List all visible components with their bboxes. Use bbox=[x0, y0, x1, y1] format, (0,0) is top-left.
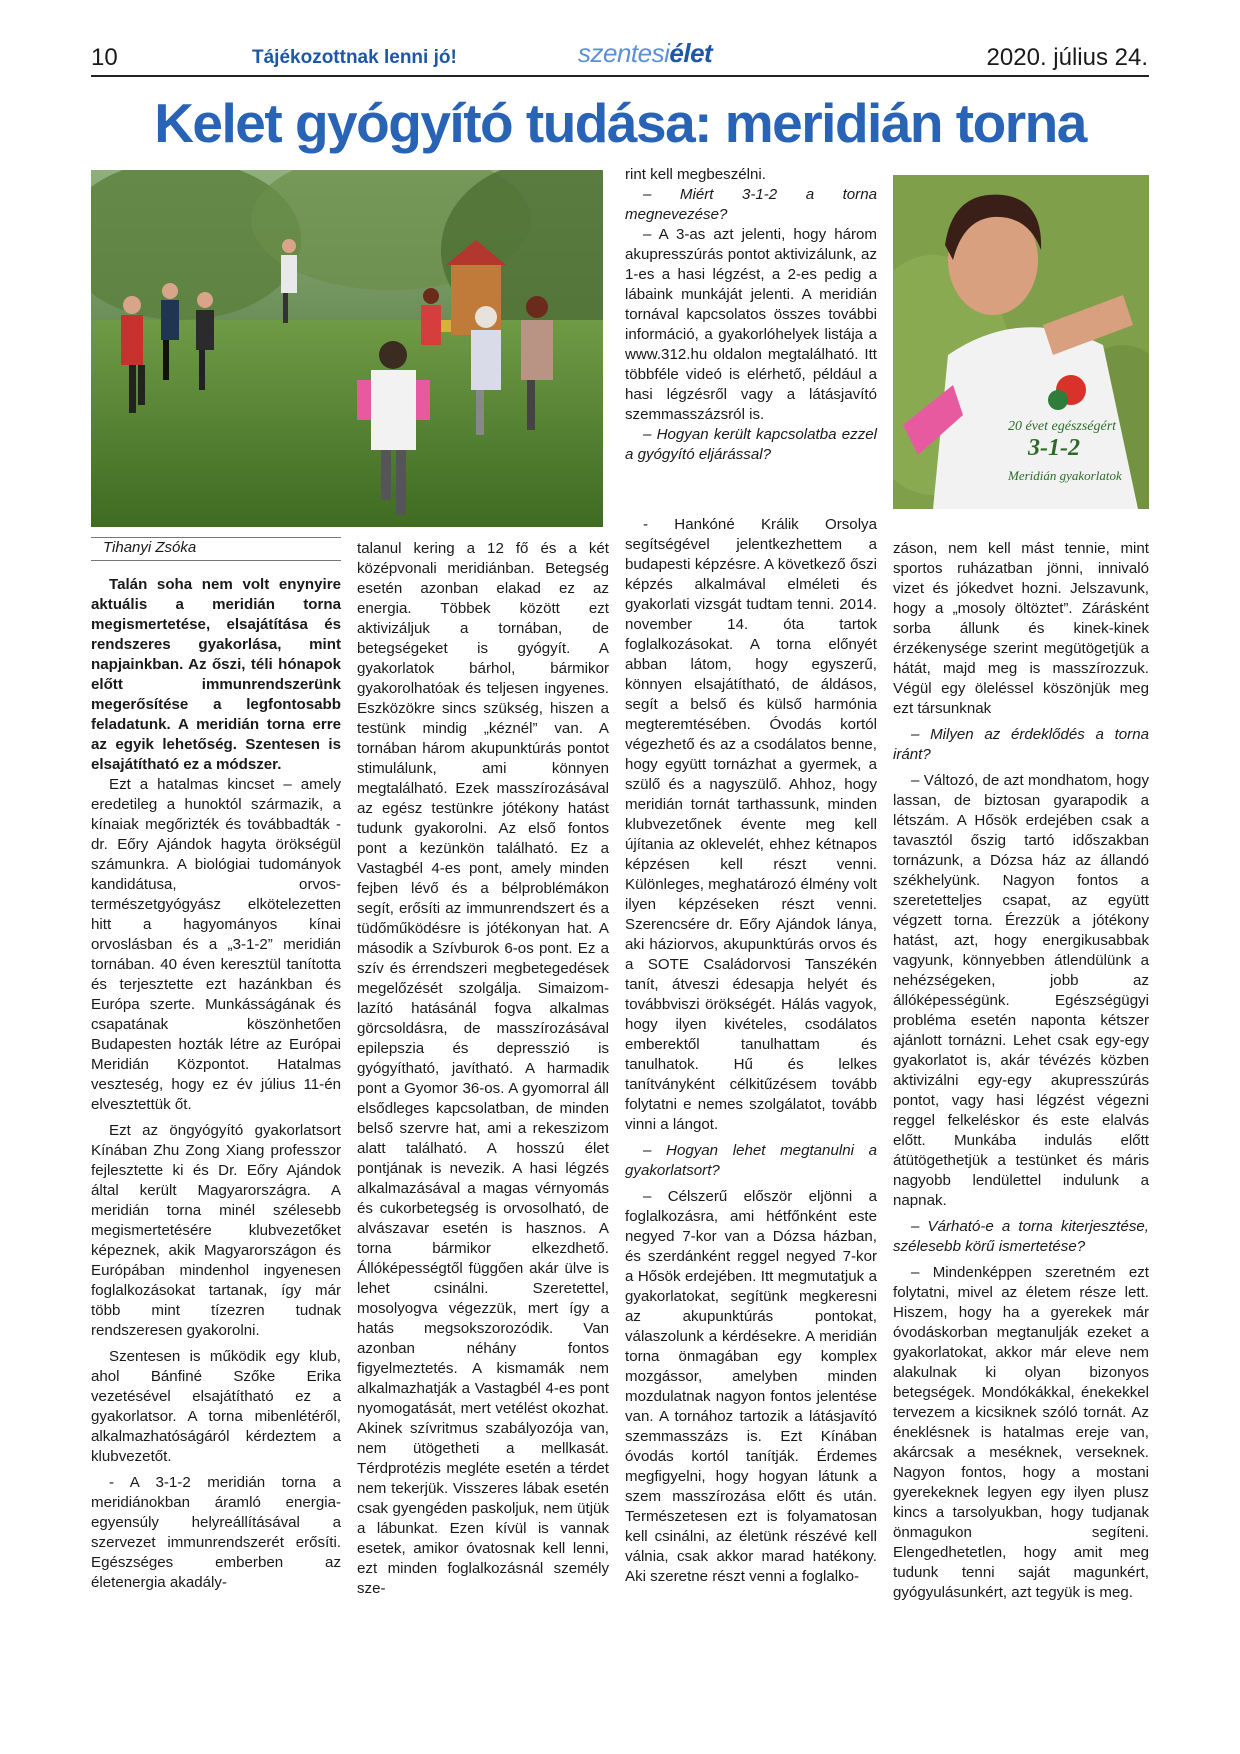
paragraph: - A 3-1-2 meridián torna a meridiánokban áramló energia-egyensúly helyreállításával a szervezet immunrendszerét erősíti. Egészséges emberben az életenergia akadály- bbox=[91, 1474, 341, 1591]
author-rule bbox=[91, 537, 341, 538]
question: – Hogyan került kapcsolatba ezzel a gyógyító eljárással? bbox=[625, 426, 877, 463]
group-exercise-photo bbox=[91, 170, 603, 527]
paragraph: rint kell megbeszélni. bbox=[625, 166, 766, 183]
shirt-text-2: 3-1-2 bbox=[1028, 435, 1080, 461]
question: – Milyen az érdeklődés a torna iránt? bbox=[893, 726, 1149, 763]
paragraph: Ezt a hatalmas kincset – amely eredetileg a hunoktól származik, a kínaiak megőrizték és továbbadták - dr. Eőry Ajándok hagyta örökségül számunkra. A biológiai tudományok kandidátusa, orvos-természetgyógyász elkötelezetten hitt a hagyományos kínai orvoslásban és a „3-1-2” meridián tornában. 40 éven keresztül tanította és terjesztette ezt hazánkban és Európa szerte. Munkásságának és csapatának köszönhetően Budapesten hozták létre az Európai Meridián Központot. Hatalmas veszteség, hogy ez év július 11-én elvesztettük őt. bbox=[91, 776, 341, 1113]
issue-date: 2020. július 24. bbox=[986, 44, 1148, 71]
article-title: Kelet gyógyító tudása: meridián torna bbox=[154, 92, 1086, 154]
question: – Miért 3-1-2 a torna megnevezése? bbox=[625, 186, 877, 223]
shirt-text-3: Meridián gyakorlatok bbox=[1008, 468, 1122, 483]
paragraph: Szentesen is működik egy klub, ahol Bánfiné Szőke Erika vezetésével elsajátítható ez a gyakorlatsor. A torna mibenlétéről, alkalmazhatóságáról kérdeztem a klubvezetőt. bbox=[91, 1348, 341, 1465]
column-4 bbox=[893, 539, 1149, 1603]
paragraph: záson, nem kell mást tennie, mint sportos ruházatban jönni, innivaló vizet és jókedvet hozni. Jelszavunk, hogy a „mosoly öltöztet”. Zárásként sorba állunk és kinek-kinek érzékenysége szerint megütögetjük a hátát, majd meg is masszírozzuk. Végül egy öleléssel köszönjük meg ezt társunknak bbox=[893, 540, 1149, 717]
newspaper-logo bbox=[578, 38, 712, 69]
author-name: Tihanyi Zsóka bbox=[103, 539, 197, 556]
column-2 bbox=[357, 539, 609, 1599]
header-slogan: Tájékozottnak lenni jó! bbox=[252, 47, 457, 68]
article-lead: Talán soha nem volt enynyire aktuális a meridián torna megismertetése, elsajátítása és rendszeres gyakorlása, mint napjainkban. Az őszi, téli hónapok előtt immunrendszerünk megerősítése a legfontosabb feladatunk. A meridián torna erre az egyik lehetőség. Szentesen is elsajátítható ez a módszer. bbox=[91, 576, 341, 773]
paragraph: talanul kering a 12 fő és a két középvonali meridiánban. Betegség esetén azonban elakad ez az energia. Többek között ezt aktivizáljuk a tornában, de betegségeket is gyógyít. A gyakorlatok bárhol, bármikor gyakorolhatóak és teljesen ingyenes. Eszközökre sincs szükség, hiszen a testünk mindig „kéznél” van. A tornában három akupunktúrás pontot stimulálunk, ami könnyen megtalálható. Ezek masszírozásával az egész testünkre jótékony hatást tudunk gyakorolni. Az első fontos pont a kezünkön található. Ez a Vastagbél 4-es pont, amely minden fejben lévő és a bélproblémákon segít, erősíti az immunrendszert és a tüdőműködésre is jótékonyan hat. A második a Szívburok 6-os pont. Ez a szív és érrendszeri megbetegedések megelőzését szolgálja. Simaizom-lazító hatásánál fogva alkalmas görcsoldásra, de masszírozásával epilepszia és depresszió is gyógyítható, javítható. A harmadik pont a Gyomor 36-os. A gyomorral áll elsődleges kapcsolatban, de minden belső szervre hat, ami a rekeszizom alatt található. A hosszú élet pontjának is nevezik. A hasi légzés alkalmazásával a magas vérnyomás és cukorbetegség is orvosolható, de alvászavar esetén is hasznos. A torna bármikor elkezdhető. Állóképességtől függően akár ülve is lehet csinálni. Szeretettel, mosolyogva végezzük, mert így a hatás megsokszorozódik. Van azonban néhány fontos figyelmeztetés. A kismamák nem alkalmazhatják a Vastagbél 4-es pont nyomogatását, mert vetélést okozhat. Akinek szívritmus szabályozója van, nem ütögetheti a mellkasát. Térdprotézis megléte esetén a térdet nem tekerjük. Visszeres lábak esetén csak gyengéden paskoljuk, nem ütjük a lábunkat. Ezen kívül is vannak esetek, amikor óvatosnak kell lenni, ezt minden foglalkozásnál személy sze- bbox=[357, 540, 609, 1597]
author-rule-bottom bbox=[91, 560, 341, 561]
paragraph: - Hankóné Králik Orsolya segítségével jelentkezhettem a budapesti képzésre. A következő őszi képzés alkalmával elméleti és gyakorlati vizsgát tudtam tenni. 2014. november 14. óta tartok foglalkozásokat. A torna előnyét abban látom, hogy egyszerű, könnyen elsajátítható, de áldásos, segít a belső és külső harmónia megteremtésében. Óvodás kortól végezhető és az a csodálatos benne, hogy együtt tornázhat a gyermek, a szülő és a nagyszülő. Ahhoz, hogy meridián tornát tarthassunk, minden klubvezetőnek évente meg kell újítania az oklevelét, ehhez kétnapos képzésen kell részt venni. Különleges, meghatározó élmény volt ilyen képzéseken részt venni. Szerencsére dr. Eőry Ajándok lánya, aki háziorvos, akupunktúrás orvos és a SOTE Családorvosi Tanszékén tanít, átveszi édesapja helyét és továbbviszi örökségét. Hálás vagyok, hogy ilyen kivételes, csodálatos emberektől tanulhattam és tanulhatok. Hű és lelkes tanítványként célkitűzésem tovább folytatni e nemes szolgálatot, tovább vinni a lángot. bbox=[625, 516, 877, 1133]
column-1 bbox=[91, 575, 341, 1593]
question: – Hogyan lehet megtanulni a gyakorlatsort? bbox=[625, 1142, 877, 1179]
column-3-top bbox=[625, 165, 877, 465]
paragraph: – A 3-as azt jelenti, hogy három akupresszúrás pontot aktivizálunk, az 1-es a hasi légzést, a 2-es pedig a lábaink munkáját jelenti. A meridián tornával kapcsolatos összes további információ, a gyakorlóhelyek listája a www.312.hu oldalon megtalálható. Itt többféle videó is elérhető, például a hasi légzésről vagy a látásjavító szemmasszázsról is. bbox=[625, 226, 877, 423]
paragraph: – Mindenképpen szeretném ezt folytatni, mivel az életem része lett. Hiszem, hogy ha a gyerekek már óvodáskorban megtanulják ezeket a gyakorlatokat, akkor már eleve nem alakulnak ki olyan bizonyos betegségek. Mondókákkal, énekekkel tervezem a kicsiknek szóló tornát. Az éneklésnek is hatalmas ereje van, akárcsak a meséknek, verseknek. Nagyon fontos, hogy a mostani gyerekeknek legyen egy ilyen plusz kincs a tarsolyukban, hogy tudjanak önmagukon segíteni. Elengedhetetlen, hogy amit meg tudunk tenni saját magunkért, gyógyulásunkért, azt tegyük is meg. bbox=[893, 1264, 1149, 1601]
shirt-text-1: 20 évet egészségért bbox=[1008, 419, 1117, 434]
header-rule bbox=[91, 75, 1149, 77]
portrait-photo bbox=[893, 175, 1149, 509]
paragraph: – Célszerű először eljönni a foglalkozásra, ami hétfőnként este negyed 7-kor van a Dózsa házban, és szerdánként reggel negyed 7-kor a Hősök erdejében. Itt megmutatjuk a gyakorlatokat, segítünk megkeresni az akupunktúrás pontokat, válaszolunk a kérdésekre. A meridián torna önmagában egy komplex mozgássor, amelyben minden mozdulatnak nagyon fontos jelentése van. A tornához tartozik a látásjavító szemmasszázs is. Ezt Kínában óvodás kortól tanítják. Érdemes megfigyelni, hogy hogyan látunk a szem masszírozása előtt és után. Természetesen ezt is folyamatosan kell csinálni, az életünk részévé kell válnia, csak akkor marad hatékony. Aki szeretne részt venni a foglalko- bbox=[625, 1188, 877, 1585]
page-number: 10 bbox=[91, 44, 118, 71]
column-3 bbox=[625, 515, 877, 1587]
paragraph: Ezt az öngyógyító gyakorlatsort Kínában Zhu Zong Xiang professzor fejlesztette ki és Dr. Eőry Ajándok által került Magyarországra. A meridián torna minél szélesebb megismertetésére klubvezetőket képeznek, akik Magyarországon és Európában mindenhol ingyenesen foglalkozásokat tartanak, így már több mint tízezren tudnak rendszeresen gyakorolni. bbox=[91, 1122, 341, 1339]
logo-part-2: élet bbox=[669, 38, 713, 68]
question: – Várható-e a torna kiterjesztése, szélesebb körű ismertetése? bbox=[893, 1218, 1149, 1255]
paragraph: – Változó, de azt mondhatom, hogy lassan, de biztosan gyarapodik a létszám. A Hősök erdejében csak a tavasztól őszig tartó időszakban tornázunk, a Dózsa ház az állandó székhelyünk. Nagyon fontos a szeretetteljes csapat, az együtt végzett torna. Érezzük a jótékony hatást, azt, hogy energikusabbak vagyunk, könnyebben átlendülünk a nehézségeken, jobb az állóképességünk. Egészségügyi probléma esetén naponta kétszer ajánlott tornázni. Lehet csak egy-egy gyakorlatot is, akár tévézés közben aktivizálni egy-egy akupresszúrás pontot, vagy hasi légzést végezni reggel felkeléskor és este elalvás előtt. Munkába indulás előtt átütögethetjük a testünket és máris nagyobb lendülettel indulunk a napnak. bbox=[893, 772, 1149, 1209]
logo-part-1: szentesi bbox=[578, 38, 670, 68]
